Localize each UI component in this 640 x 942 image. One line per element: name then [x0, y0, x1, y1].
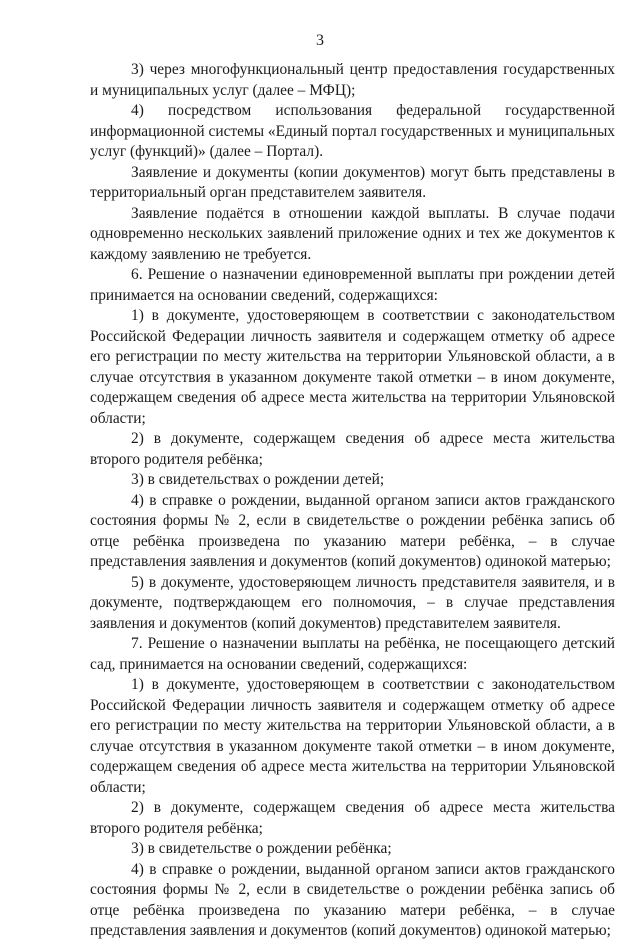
- paragraph: 3) через многофункциональный центр предоставления государственных и муниципальных услуг (далее – МФЦ);: [90, 61, 615, 99]
- paragraph: 1) в документе, удостоверяющем в соответствии с законодательством Российской Федерации личность заявителя и содержащем отметку об адресе его регистрации по месту жительства на территории Ульяновской области, а в случае отсутствия в указанном документе такой отметки – в ином документе, содержащем сведения об адресе места жительства на территории Ульяновской области;: [90, 676, 615, 796]
- paragraph: 7. Решение о назначении выплаты на ребёнка, не посещающего детский сад, принимается на основании сведений, содержащихся:: [90, 635, 615, 673]
- paragraph: 2) в документе, содержащем сведения об адресе места жительства второго родителя ребёнка;: [90, 799, 615, 837]
- page-number: 3: [316, 32, 324, 49]
- paragraph: 4) посредством использования федеральной государственной информационной системы «Единый портал государственных и муниципальных услуг (функций)» (далее – Портал).: [90, 102, 615, 160]
- paragraph: 1) в документе, удостоверяющем в соответствии с законодательством Российской Федерации личность заявителя и содержащем отметку об адресе его регистрации по месту жительства на территории Ульяновской области, а в случае отсутствия в указанном документе такой отметки – в ином документе, содержащем сведения об адресе места жительства на территории Ульяновской области;: [90, 307, 615, 427]
- document-body: [90, 60, 615, 942]
- paragraph: 4) в справке о рождении, выданной органом записи актов гражданского состояния формы № 2, если в свидетельстве о рождении ребёнка запись об отце ребёнка произведена по указанию матери ребёнка, – в случае представления заявления и документов (копий документов) одинокой матерью;: [90, 860, 615, 939]
- paragraph: 6. Решение о назначении единовременной выплаты при рождении детей принимается на основании сведений, содержащихся:: [90, 266, 615, 304]
- paragraph: 2) в документе, содержащем сведения об адресе места жительства второго родителя ребёнка;: [90, 430, 615, 468]
- paragraph: Заявление подаётся в отношении каждой выплаты. В случае подачи одновременно нескольких заявлений приложение одних и тех же документов к каждому заявлению не требуется.: [90, 204, 615, 263]
- paragraph: 4) в справке о рождении, выданной органом записи актов гражданского состояния формы № 2, если в свидетельстве о рождении ребёнка запись об отце ребёнка произведена по указанию матери ребёнка, – в случае представления заявления и документов (копий документов) одинокой матерью;: [90, 491, 615, 570]
- paragraph: 5) в документе, удостоверяющем личность представителя заявителя, и в документе, подтверждающем его полномочия, – в случае представления заявления и документов (копий документов) представителем заявителя.: [90, 573, 615, 632]
- paragraph: Заявление и документы (копии документов) могут быть представлены в территориальный орган представителем заявителя.: [90, 163, 615, 201]
- paragraph: 3) в свидетельствах о рождении детей;: [131, 471, 385, 488]
- paragraph: 3) в свидетельстве о рождении ребёнка;: [131, 840, 392, 857]
